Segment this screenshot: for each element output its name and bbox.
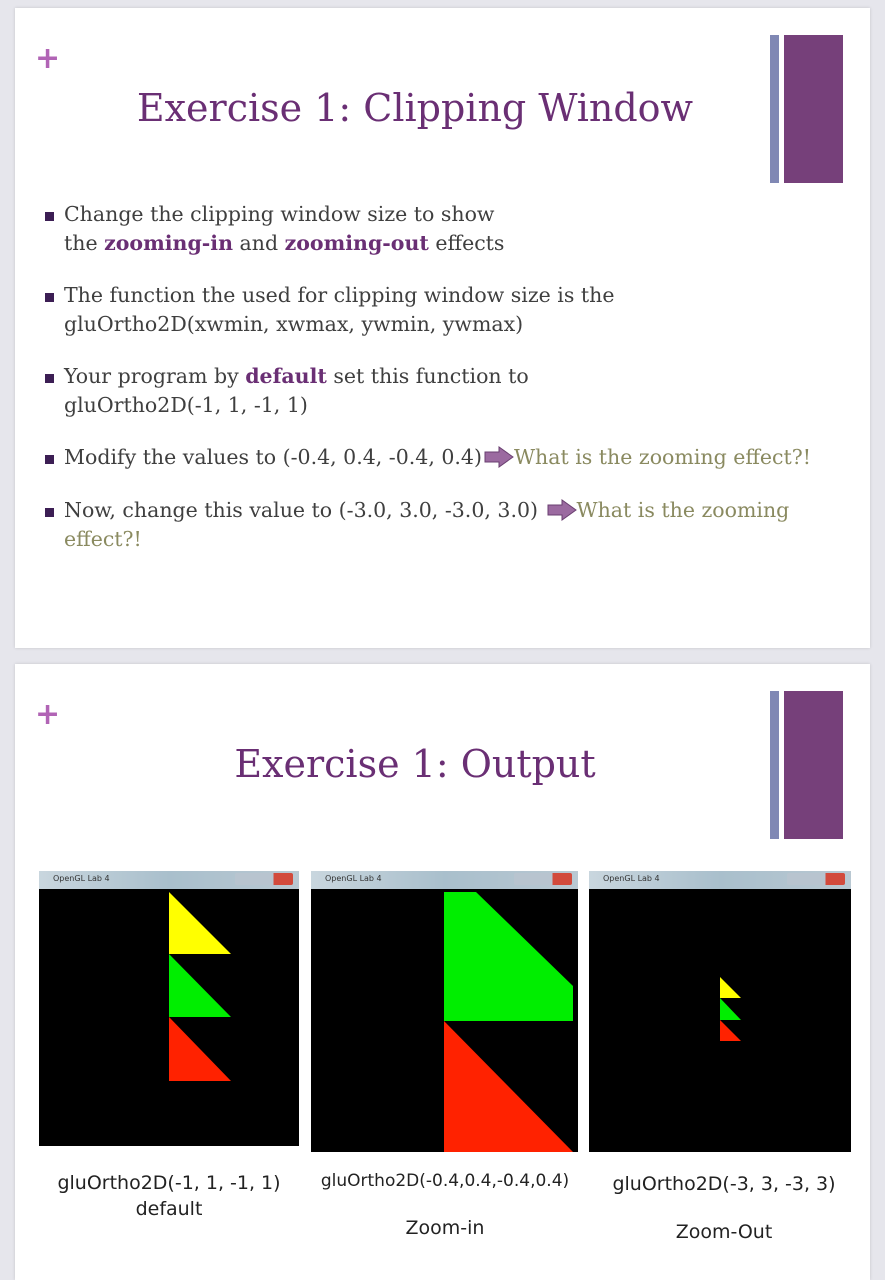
bullet-marker — [45, 374, 54, 383]
bullet-text: The function the used for clipping window size is the — [64, 283, 615, 307]
bullet-marker — [45, 293, 54, 302]
opengl-window-default — [39, 871, 299, 1146]
caption-zoom-in: gluOrtho2D(-0.4,0.4,-0.4,0.4) — [320, 1171, 570, 1191]
caption-zoom-in-sub: Zoom-in — [405, 1217, 485, 1239]
window-titlebar — [589, 871, 851, 889]
bullet-text — [64, 362, 529, 391]
bullet-text: Change the clipping window size to show — [64, 202, 495, 226]
window-controls — [514, 873, 572, 885]
text-span: Now, change this value to (-3.0, 3.0, -3.0, 3.0) — [64, 498, 545, 522]
slide-output — [15, 664, 870, 1280]
caption-default: gluOrtho2D(-1, 1, -1, 1) — [57, 1172, 281, 1194]
opengl-window-zoom-in — [311, 871, 578, 1152]
text-span: Modify the values to (-0.4, 0.4, -0.4, 0.4) — [64, 445, 482, 469]
highlight-zooming-out: zooming-out — [284, 231, 429, 255]
opengl-canvas — [311, 889, 578, 1152]
window-titlebar — [39, 871, 299, 889]
window-controls — [235, 873, 293, 885]
caption-zoom-out-sub: Zoom-Out — [675, 1221, 773, 1243]
text-span: effects — [428, 231, 505, 255]
bullet-text-line2: gluOrtho2D(xwmin, xwmax, ywmin, ywmax) — [64, 312, 524, 336]
plus-icon: + — [35, 41, 61, 76]
answer-text: What is the zooming effect?! — [513, 445, 811, 469]
highlight-zooming-in: zooming-in — [104, 231, 233, 255]
window-controls — [787, 873, 845, 885]
bullet-text — [64, 443, 811, 472]
slide-title: Exercise 1: Clipping Window — [136, 86, 694, 130]
answer-text: What is the zooming — [576, 498, 790, 522]
opengl-window-zoom-out — [589, 871, 851, 1152]
window-titlebar — [311, 871, 578, 889]
bullet-text-line2 — [64, 229, 504, 258]
window-title: OpenGL Lab 4 — [53, 874, 110, 883]
caption-default-sub: default — [135, 1198, 203, 1220]
bullet-marker — [45, 508, 54, 517]
caption-zoom-out: gluOrtho2D(-3, 3, -3, 3) — [612, 1173, 836, 1195]
answer-text-line2: effect?! — [64, 527, 142, 551]
bullet-text-line2: gluOrtho2D(-1, 1, -1, 1) — [64, 393, 308, 417]
bullet-marker — [45, 455, 54, 464]
opengl-canvas — [589, 889, 851, 1152]
text-span: the — [64, 231, 105, 255]
text-span: and — [233, 231, 285, 255]
bullet-text — [64, 496, 789, 525]
slide-clipping-window — [15, 8, 870, 648]
opengl-canvas — [39, 889, 299, 1146]
arrow-right-icon — [547, 499, 577, 521]
text-span: set this function to — [326, 364, 529, 388]
arrow-right-icon — [484, 446, 514, 468]
plus-icon: + — [35, 697, 61, 732]
highlight-default: default — [245, 364, 327, 388]
window-title: OpenGL Lab 4 — [603, 874, 660, 883]
text-span: Your program by — [64, 364, 246, 388]
window-title: OpenGL Lab 4 — [325, 874, 382, 883]
slide-title: Exercise 1: Output — [234, 742, 596, 786]
bullet-marker — [45, 212, 54, 221]
